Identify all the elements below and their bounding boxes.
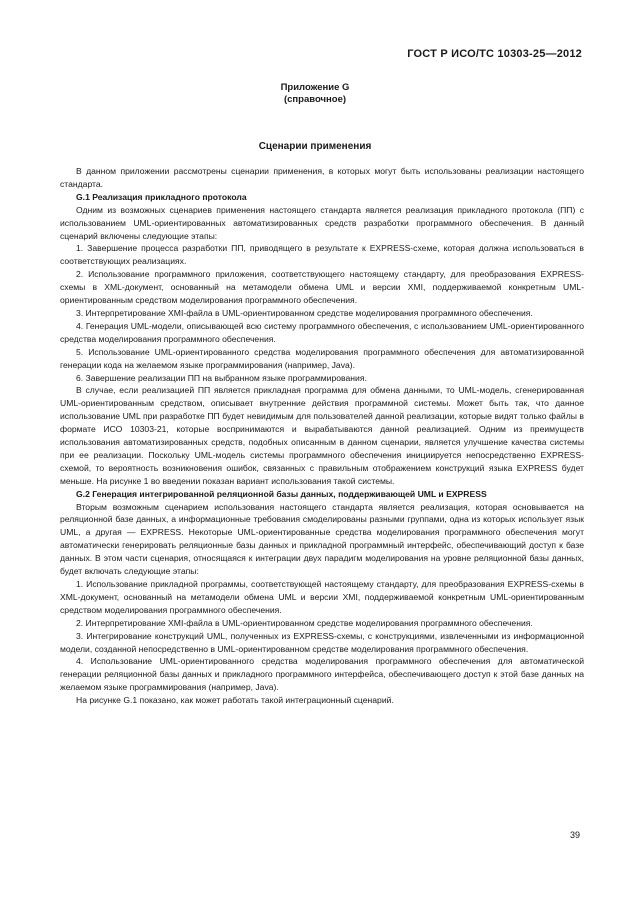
list-item: 1. Использование прикладной программы, соответствующей настоящему стандарту, для преобразования EXPRESS-схемы в XML-документ, основанный на метамодели обмена UML и версии XMI, поддерживаемой конкретным UML-ориентированным средством моделирования программного обеспечения. bbox=[60, 579, 584, 615]
paragraph: В случае, если реализацией ПП является прикладная программа для обмена данными, то UML-модель, сгенерированная UML-ориентированным средством, описывает внутренние действия программной системы. Может быть так, что данное использование UML при разработке ПП будет невидимым для пользователей данной реализации, которые видят только файлы в формате ИСО 10303-21, которые воспринимаются и вырабатываются данной реализацией. Одним из преимуществ использования автоматизированных средств, подобных описанным в данном сценарии, является улучшение качества системы при ее реализации. Поскольку UML-модель системы программного обеспечения инициируется непосредственно EXPRESS-схемой, то вероятность возникновения ошибок, связанных с правильным отображением конструкций языка EXPRESS будет меньше. На рисунке 1 во введении показан вариант использования такой системы. bbox=[60, 385, 584, 486]
list-item: 6. Завершение реализации ПП на выбранном языке программирования. bbox=[76, 372, 367, 383]
appendix-subtitle: (справочное) bbox=[283, 94, 347, 105]
list-item: 3. Интерпретирование XMI-файла в UML-ориентированном средстве моделирования программного обеспечения. bbox=[76, 307, 533, 318]
list-item: 5. Использование UML-ориентированного средства моделирования программного обеспечения для автоматизированной генерации кода на желаемом языке программирования (например, Java). bbox=[60, 346, 584, 370]
standard-header: ГОСТ Р ИСО/ТС 10303-25—2012 bbox=[407, 48, 582, 60]
list-item: 3. Интегрирование конструкций UML, полученных из EXPRESS-схемы, с конструкциями, извлеченными из информационной модели, созданной непосредственно в UML-ориентированном средстве моделирования программного обеспечения. bbox=[60, 630, 584, 654]
list-item: 4. Использование UML-ориентированного средства моделирования программного обеспечения для автоматической генерации реляционной базы данных и прикладного программного интерфейса, обеспечивающего доступ к этой базе данных на желаемом языке программирования (например, Java). bbox=[60, 656, 584, 693]
paragraph: Вторым возможным сценарием использования настоящего стандарта является реализация, которая основывается на реляционной базе данных, а информационные требования смоделированы разными группами, одна из которых использует язык UML, а другая — EXPRESS. Некоторые UML-ориентированные средства моделирования программного обеспечения могут автоматически генерировать реляционные базы данных и прикладной программный интерфейс, обеспечивающий доступ к базе данных. В этом части сценария, относящаяся к интеграции двух парадигм моделирования на уровне реляционной базы данных, будет включать следующие этапы: bbox=[60, 501, 584, 577]
appendix-heading bbox=[0, 82, 630, 106]
appendix-title: Приложение G bbox=[280, 82, 350, 93]
list-item: 2. Использование программного приложения, соответствующего настоящему стандарту, для преобразования EXPRESS-схемы в XML-документ, основанный на метамодели обмена UML и версии XMI, поддерживаемой конкретным UML-ориентированным средством моделирования программного обеспечения. bbox=[60, 269, 584, 306]
paragraph: На рисунке G.1 показано, как может работать такой интеграционный сценарий. bbox=[76, 695, 394, 706]
subsection-heading-g2: G.2 Генерация интегрированной реляционной базы данных, поддерживающей UML и EXPRESS bbox=[76, 488, 487, 499]
subsection-heading-g1: G.1 Реализация прикладного протокола bbox=[76, 191, 247, 202]
paragraph: В данном приложении рассмотрены сценарии применения, в которых могут быть использованы реализации настоящего стандарта. bbox=[60, 166, 584, 189]
list-item: 4. Генерация UML-модели, описывающей всю систему программного обеспечения, с использованием UML-ориентированного средства моделирования программного обеспечения. bbox=[60, 320, 584, 344]
paragraph: Одним из возможных сценариев применения настоящего стандарта является реализация прикладного протокола (ПП) с использованием UML-ориентированных автоматизированных средств разработки программного обеспечения. В данный сценарий включены следующие этапы: bbox=[60, 204, 584, 241]
body-text bbox=[60, 165, 584, 707]
page-number: 39 bbox=[569, 830, 580, 840]
list-item: 2. Интерпретирование XMI-файла в UML-ориентированном средстве моделирования программного обеспечения. bbox=[76, 617, 533, 628]
section-title: Сценарии применения bbox=[258, 141, 372, 152]
list-item: 1. Завершение процесса разработки ПП, приводящего в результате к EXPRESS-схеме, которая должна использоваться в соответствующих реализациях. bbox=[60, 243, 584, 267]
